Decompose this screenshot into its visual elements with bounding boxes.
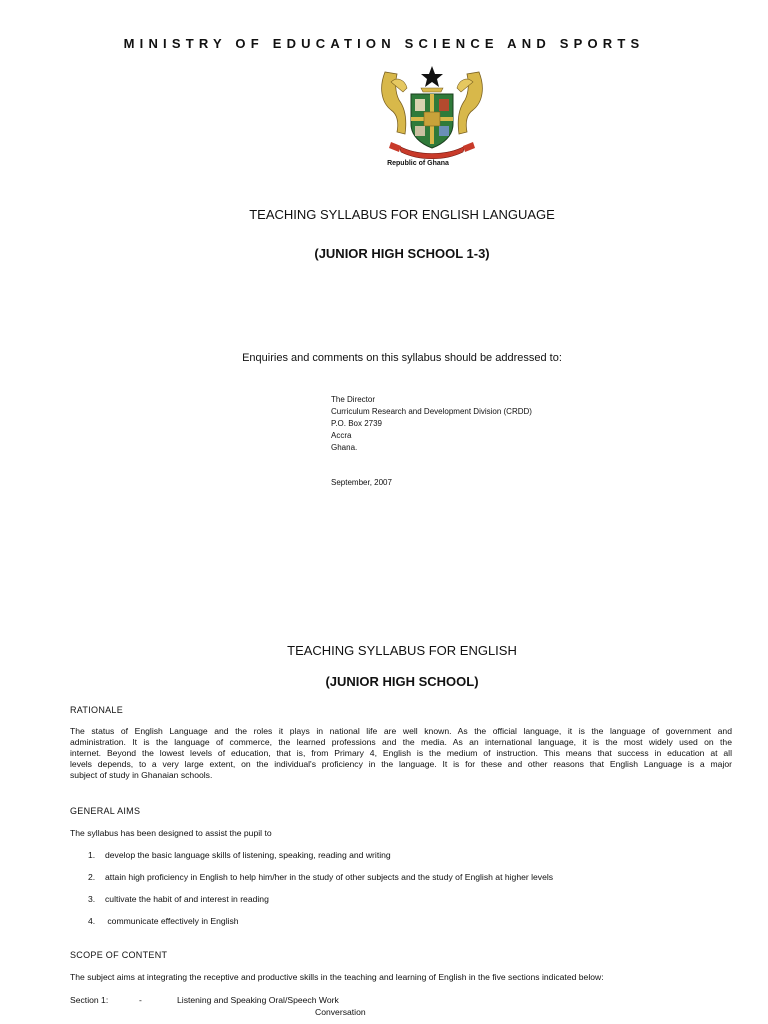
scope-heading: SCOPE OF CONTENT: [70, 950, 168, 960]
aim-item: [88, 850, 391, 860]
rationale-paragraph: [70, 726, 732, 781]
ghana-coat-of-arms: [377, 62, 487, 160]
cover-subtitle: (JUNIOR HIGH SCHOOL 1-3): [314, 246, 490, 261]
rationale-heading: RATIONALE: [70, 705, 124, 715]
rationale-line: The status of English Language and the roles it plays in national life are well known. As the official language, it is the language of government and: [70, 726, 732, 736]
rationale-line: internet. Beyond the lowest levels of education, that is, from Primary 4, English is the medium of instruction. This means that success in education at all: [70, 748, 732, 758]
section-label: Section 1:: [70, 995, 109, 1005]
address-line: Ghana.: [331, 443, 358, 452]
aim-text: attain high proficiency in English to help him/her in the study of other subjects and the study of English at higher levels: [105, 872, 554, 882]
aim-text: cultivate the habit of and interest in reading: [105, 894, 269, 904]
enquiries-note: Enquiries and comments on this syllabus should be addressed to:: [242, 352, 562, 364]
aim-item: [88, 894, 269, 904]
aim-number: 1.: [88, 850, 96, 860]
address-line: The Director: [331, 395, 376, 404]
aim-text: develop the basic language skills of listening, speaking, reading and writing: [105, 850, 391, 860]
aim-number: 4.: [88, 916, 96, 926]
aim-number: 3.: [88, 894, 96, 904]
aim-item: [88, 916, 239, 926]
scope-intro: The subject aims at integrating the receptive and productive skills in the teaching and learning of English in the five sections indicated below:: [70, 972, 604, 982]
aim-item: [88, 872, 553, 882]
section-subitem: Conversation: [315, 1007, 366, 1017]
aim-text: communicate effectively in English: [105, 916, 239, 926]
crest-caption: Republic of Ghana: [387, 160, 449, 167]
section-title: Listening and Speaking Oral/Speech Work: [177, 995, 339, 1005]
rationale-line: subject of study in Ghanaian schools.: [70, 770, 213, 780]
syllabus-subtitle: (JUNIOR HIGH SCHOOL): [325, 674, 479, 689]
publication-date: September, 2007: [331, 478, 392, 487]
address-block: [331, 394, 532, 454]
aim-number: 2.: [88, 872, 96, 882]
address-line: P.O. Box 2739: [331, 419, 382, 428]
ministry-heading: MINISTRY OF EDUCATION SCIENCE AND SPORTS: [123, 36, 645, 51]
rationale-line: levels depends, to a very large extent, on the individual's proficiency in the language. It is for these and other reasons that English Language is a major: [70, 759, 732, 769]
address-line: Accra: [331, 431, 352, 440]
cover-title: TEACHING SYLLABUS FOR ENGLISH LANGUAGE: [249, 207, 555, 222]
section-dash: -: [139, 995, 142, 1005]
address-line: Curriculum Research and Development Division (CRDD): [331, 407, 532, 416]
rationale-line: administration. It is the language of commerce, the learned professions and the media. As an international language, it is the most widely used on the: [70, 737, 732, 747]
section-1-row: [70, 995, 339, 1005]
general-aims-heading: GENERAL AIMS: [70, 806, 141, 816]
syllabus-title: TEACHING SYLLABUS FOR ENGLISH: [287, 643, 517, 658]
aims-intro: The syllabus has been designed to assist the pupil to: [70, 828, 272, 838]
